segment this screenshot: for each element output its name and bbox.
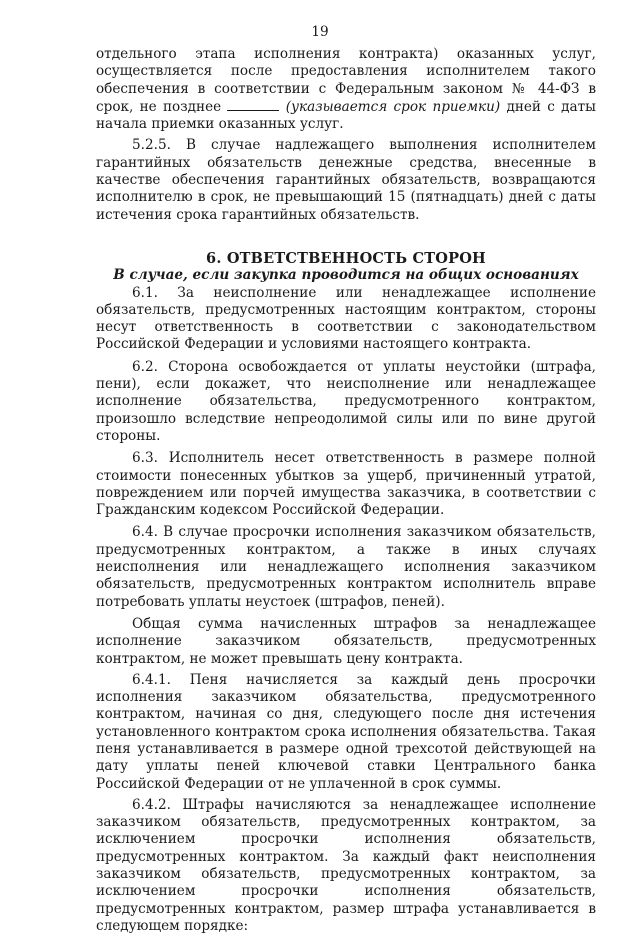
fill-in-hint: (указывается срок приемки) (285, 98, 501, 115)
paragraph-total-fines: Общая сумма начисленных штрафов за ненадлежащее исполнение заказчиком обязательств, предусмотренных контрактом, не может превышать цену контракта. (96, 615, 596, 667)
page-number: 19 (311, 24, 329, 40)
paragraph-6-4-1: 6.4.1. Пеня начисляется за каждый день просрочки исполнения заказчиком обязательства, предусмотренного контрактом, начиная со дня, следующего после дня истечения установленного контрактом срока исполнения обязательства. Такая пеня устанавливается в размере одной трехсотой действующей на дату уплаты пеней ключевой ставки Центрального банка Российской Федерации от не уплаченной в срок суммы. (96, 671, 596, 792)
document-body (96, 46, 596, 935)
paragraph-6-4: 6.4. В случае просрочки исполнения заказчиком обязательств, предусмотренных контрактом, а также в иных случаях неисполнения или ненадлежащего исполнения заказчиком обязательств, предусмотренных контрактом исполнитель вправе потребовать уплаты неустоек (штрафов, пеней). (96, 524, 596, 610)
paragraph-6-3: 6.3. Исполнитель несет ответственность в размере полной стоимости понесенных убытков за ущерб, причиненный утратой, повреждением или порчей имущества заказчика, в соответствии с Гражданским кодексом Российской Федерации. (96, 450, 596, 519)
fill-in-blank (227, 98, 279, 111)
paragraph-6-4-2: 6.4.2. Штрафы начисляются за ненадлежащее исполнение заказчиком обязательств, предусмотренных контрактом, за исключением просрочки исполнения обязательств, предусмотренных контрактом. За каждый факт неисполнения заказчиком обязательств, предусмотренных контрактом, за исключением просрочки исполнения обязательств, предусмотренных контрактом, размер штрафа устанавливается в следующем порядке: (96, 796, 596, 934)
paragraph-6-2: 6.2. Сторона освобождается от уплаты неустойки (штрафа, пени), если докажет, что неисполнение или ненадлежащее исполнение обязательства, предусмотренного контрактом, произошло вследствие непреодолимой силы или по вине другой стороны. (96, 358, 596, 444)
section-title: 6. ОТВЕТСТВЕННОСТЬ СТОРОН (206, 249, 486, 267)
paragraph-text: дней с даты начала приемки оказанных услуг. (96, 98, 596, 133)
paragraph-6-1: 6.1. За неисполнение или ненадлежащее исполнение обязательств, предусмотренных настоящим контрактом, стороны несут ответственность в соответствии с законодательством Российской Федерации и условиями настоящего контракта. (96, 284, 596, 353)
section-subtitle: В случае, если закупка проводится на общих основаниях (113, 267, 579, 284)
paragraph-text: отдельного этапа исполнения контракта) оказанных услуг, осуществляется после предоставления исполнителем такого обеспечения в соответствии с Федеральным законом № 44-ФЗ в срок, не позднее (96, 46, 596, 115)
paragraph-continuation (96, 46, 596, 133)
paragraph-5-2-5: 5.2.5. В случае надлежащего выполнения исполнителем гарантийных обязательств денежные средства, внесенные в качестве обеспечения гарантийных обязательств, возвращаются исполнителю в срок, не превышающий 15 (пятнадцать) дней с даты истечения срока гарантийных обязательств. (96, 137, 596, 223)
